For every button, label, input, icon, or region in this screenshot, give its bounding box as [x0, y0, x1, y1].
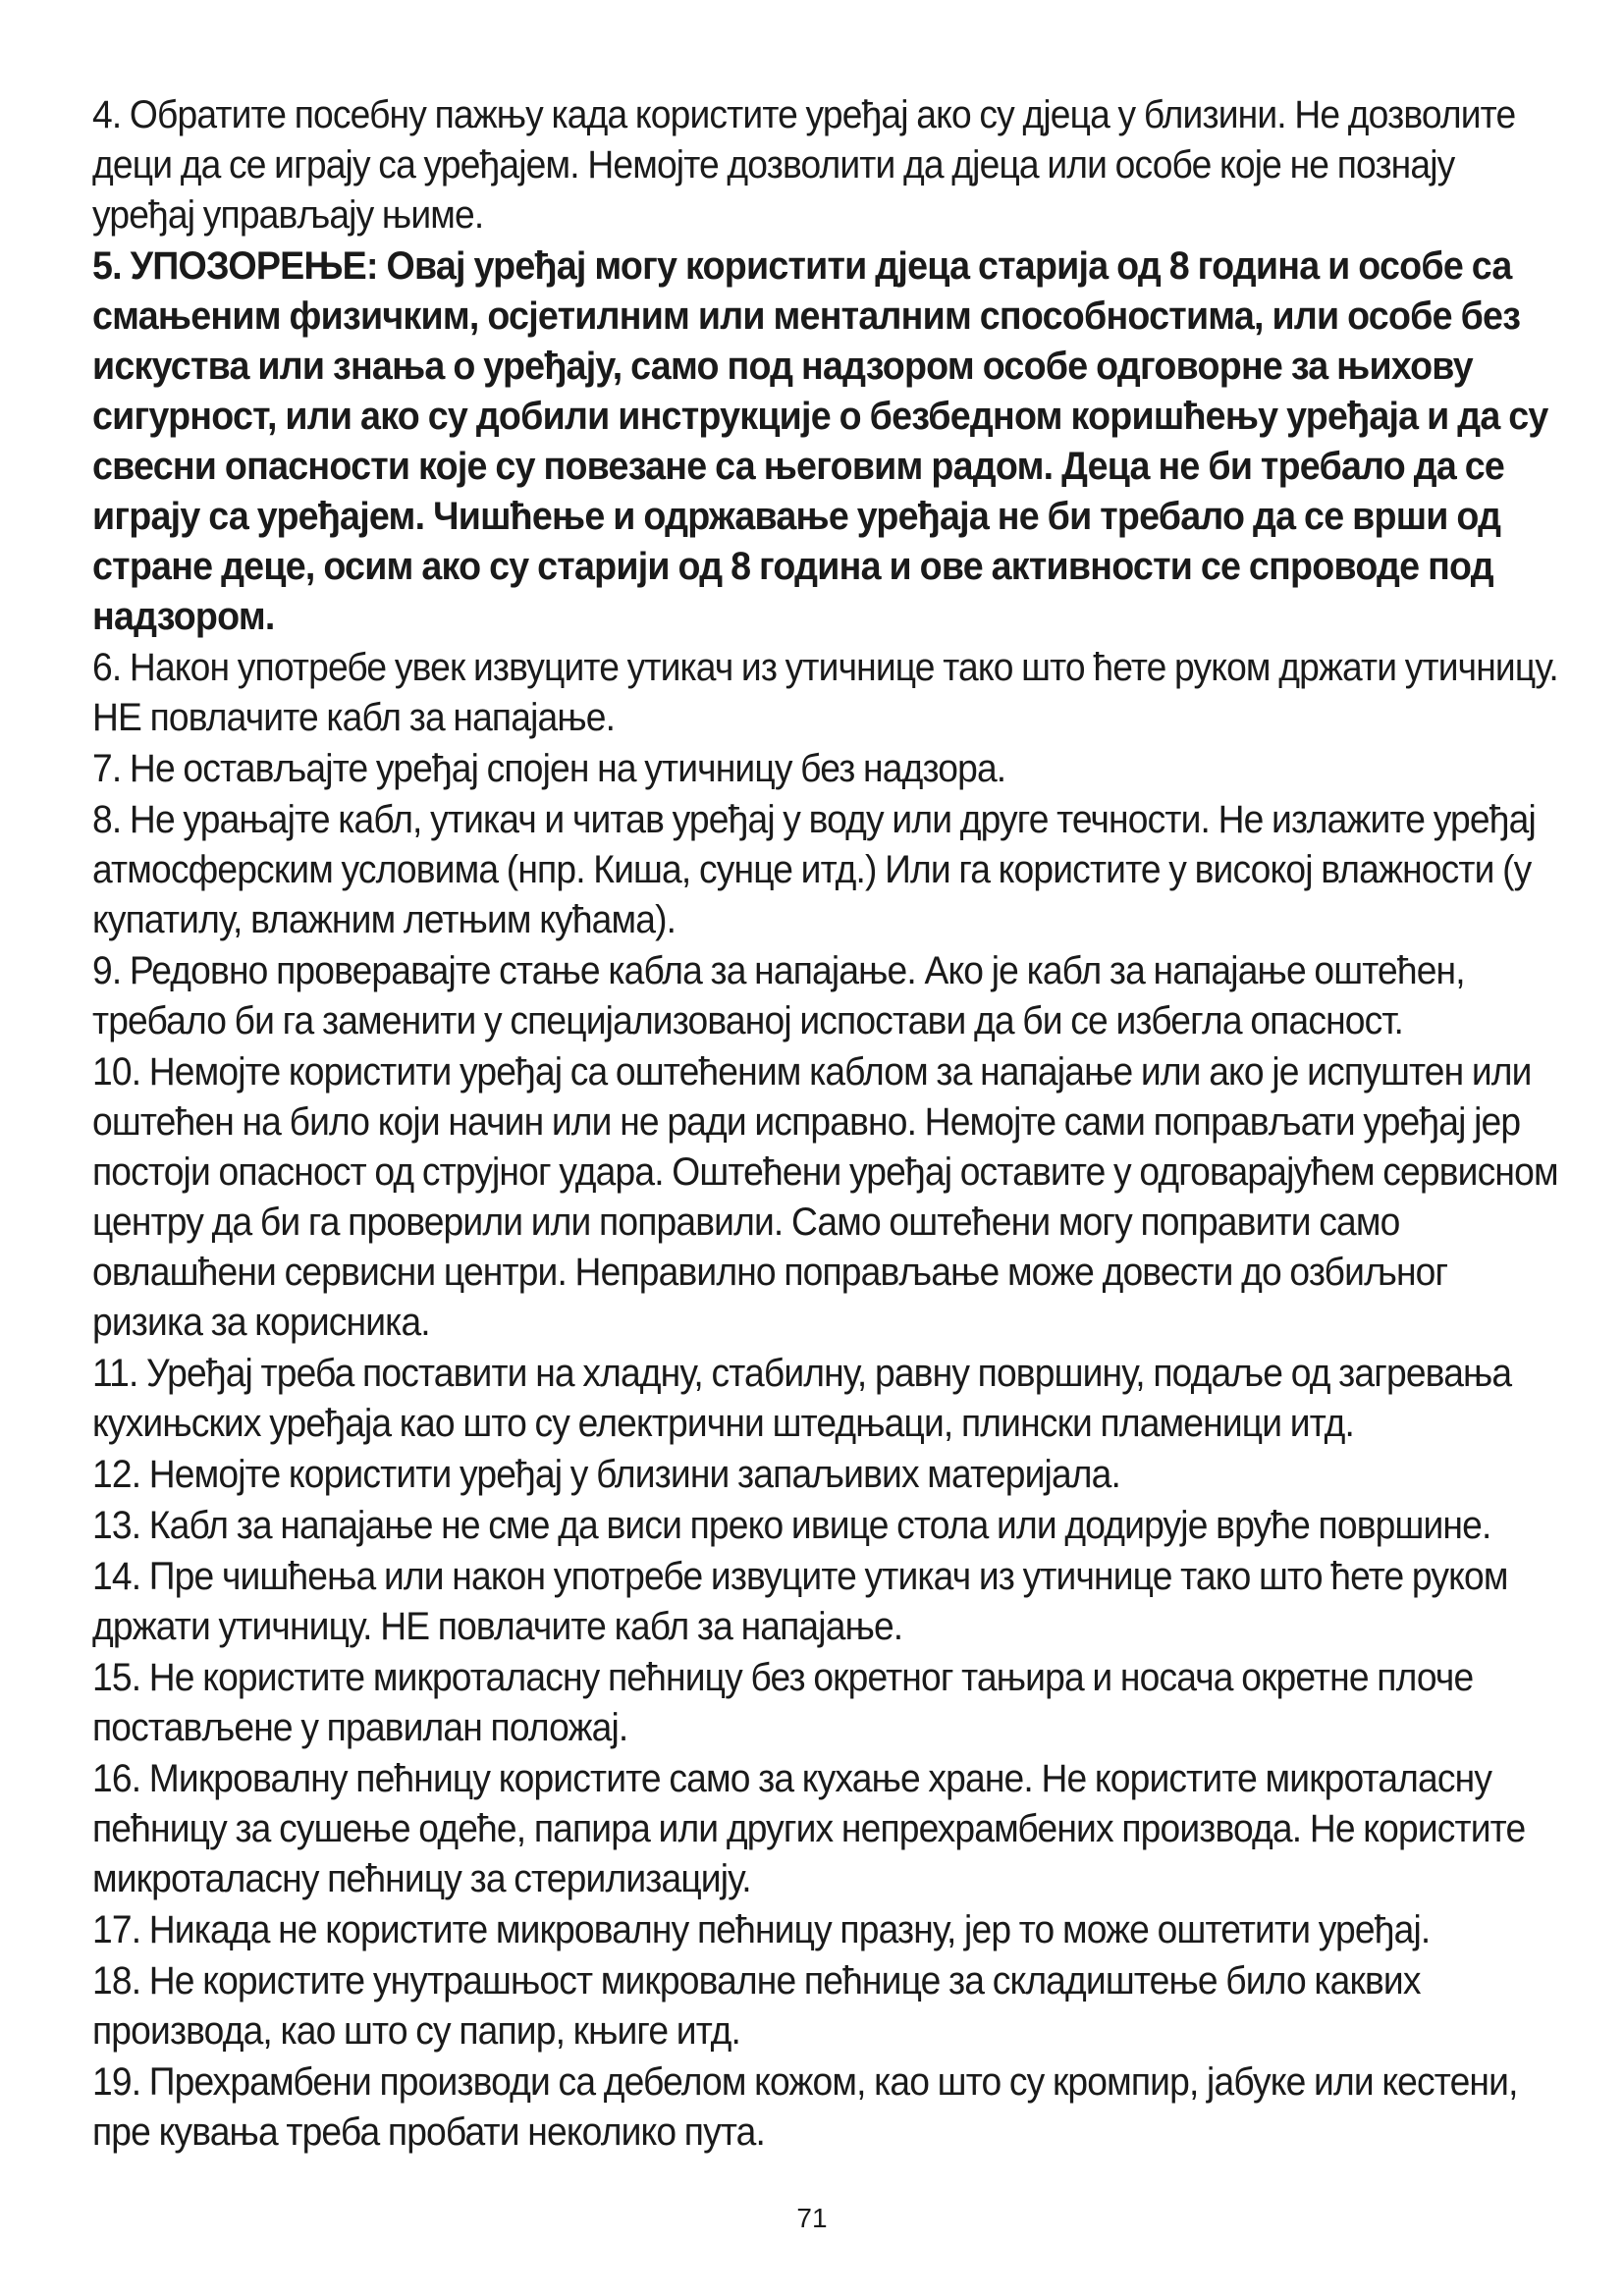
paragraph-item-8: 8. Не урањајте кабл, утикач и читав уређај у воду или друге течности. Не излажите уређај атмосферским условима (нпр. Киша, сунце итд.) Или га користите у високој влажности (у купатилу, влажним летњим кућама). [92, 798, 1536, 941]
paragraph-item-17: 17. Никада не користите микровалну пећницу празну, јер то може оштетити уређај. [92, 1908, 1431, 1951]
paragraph-warning-item-5: 5. УПОЗОРЕЊЕ: Овај уређај могу користити дјеца старија од 8 година и особе са смањеним физичким, осјетилним или менталним способностима, или особе без искуства или знања о уређају, само под надзором особе одговорне за њихову сигурност, или ако су добили инструкције о безбедном коришћењу уређаја и да су свесни опасности које су повезане са његовим радом. Деца не би требало да се играју са уређајем. Чишћење и одржавање уређаја не би требало да се врши од стране деце, осим ако су старији од 8 година и ове активности се спроводе под надзором. [92, 244, 1548, 638]
paragraph-item-4: 4. Обратите посебну пажњу када користите уређај ако су дјеца у близини. Не дозволите деци да се играју са уређајем. Немојте дозволити да дјеца или особе које не познају уређај управљају њиме. [92, 93, 1516, 237]
paragraph-item-16: 16. Микровалну пећницу користите само за кухање хране. Не користите микроталасну пећницу за сушење одеће, папира или других непрехрамбених производа. Не користите микроталасну пећницу за стерилизацију. [92, 1757, 1526, 1900]
document-body [92, 90, 1565, 2159]
paragraph-item-19: 19. Прехрамбени производи са дебелом кожом, као што су кромпир, јабуке или кестени, пре кувања треба пробати неколико пута. [92, 2060, 1518, 2154]
paragraph-item-18: 18. Не користите унутрашњост микровалне пећнице за складиштење било каквих производа, као што су папир, књиге итд. [92, 1959, 1421, 2053]
paragraph-item-13: 13. Кабл за напајање не сме да виси преко ивице стола или додирује вруће површине. [92, 1504, 1491, 1547]
paragraph-item-10: 10. Немојте користити уређај са оштећеним каблом за напајање или ако је испуштен или оштећен на било који начин или не ради исправно. Немојте сами поправљати уређај јер постоји опасност од струјног удара. Оштећени уређај оставите у одговарајућем сервисном центру да би га проверили или поправили. Само оштећени могу поправити само овлашћени сервисни центри. Неправилно поправљање може довести до озбиљног ризика за корисника. [92, 1050, 1558, 1344]
paragraph-item-11: 11. Уређај треба поставити на хладну, стабилну, равну површину, подаље од загревања кухињских уређаја као што су електрични штедњаци, плински пламеници итд. [92, 1352, 1512, 1445]
page-number: 71 [796, 2203, 828, 2233]
paragraph-item-14: 14. Пре чишћења или након употребе извуците утикач из утичнице тако што ћете руком држати утичницу. НЕ повлачите кабл за напајање. [92, 1555, 1508, 1648]
paragraph-item-12: 12. Немојте користити уређај у близини запаљивих материјала. [92, 1453, 1121, 1496]
paragraph-item-7: 7. Не остављајте уређај спојен на утичницу без надзора. [92, 747, 1006, 790]
paragraph-item-9: 9. Редовно проверавајте стање кабла за напајање. Ако је кабл за напајање оштећен, требало би га заменити у специјализованој испостави да би се избегла опасност. [92, 949, 1465, 1042]
paragraph-item-6: 6. Након употребе увек извуците утикач из утичнице тако што ћете руком држати утичницу. НЕ повлачите кабл за напајање. [92, 646, 1558, 739]
paragraph-item-15: 15. Не користите микроталасну пећницу без окретног тањира и носача окретне плоче постављене у правилан положај. [92, 1656, 1474, 1749]
